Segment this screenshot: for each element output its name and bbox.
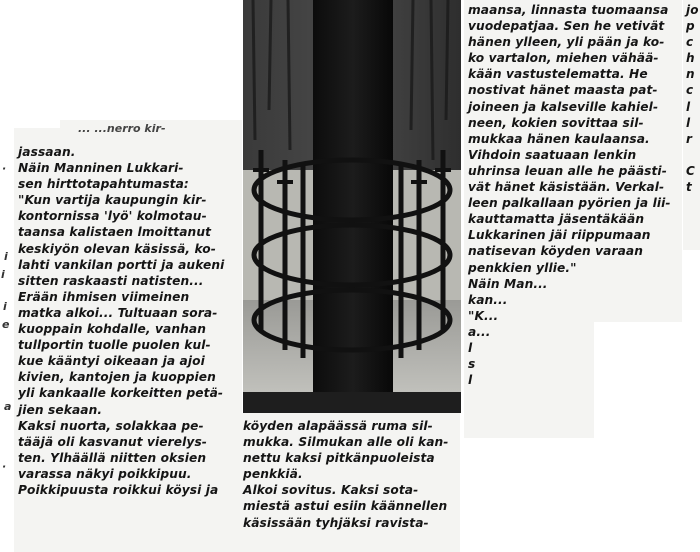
text-line: yli kankaalle korkeitten petä- [18,386,224,401]
text-line: a... [468,324,491,339]
text-line: kontornissa 'lyö' kolmotau- [18,209,207,224]
text-line: jassaan. [18,145,76,159]
text-line: r [686,131,693,146]
text-line: tullportin tuolle puolen kul- [18,338,211,353]
text-line: ten. Ylhäällä niitten oksien [18,450,207,465]
text-line: kue kääntyi oikeaan ja ajoi [18,354,205,369]
text-line: mukka. Silmukan alle oli kan- [243,435,449,450]
text-line: keskiyön olevan käsissä, ko- [18,241,216,256]
text-line: h [686,51,695,66]
text-line: l [686,115,691,130]
text-line: maansa, linnasta tuomaansa [468,3,669,17]
text-line: vuodepatjaa. Sen he vetivät [468,19,665,34]
left-article-column [18,144,224,498]
text-line: kään vastustelematta. He [468,67,648,82]
text-line: l [468,373,473,388]
text-line: lahti vankilan portti ja aukeni [18,257,225,272]
text-line: Kaksi nuorta, solakkaa pe- [18,418,204,433]
text-line: Poikkipuusta roikkui köysi ja [18,482,219,497]
text-line: kan... [468,292,508,307]
text-line: kauttamatta jäsentäkään [468,212,645,227]
scan-noise-left: · i i i e a · [1,162,12,473]
text-line: t [686,180,692,195]
text-line: kuoppain kohdalle, vanhan [18,322,207,337]
text-line: Vihdoin saatuaan lenkin [468,147,637,162]
text-line: jien sekaan. [18,402,103,417]
text-line: Erään ihmisen viimeinen [18,289,190,304]
text-line: taansa kalistaen lmoittanut [18,225,212,240]
gallows-photo [243,0,461,413]
text-line: Näin Man... [468,276,548,291]
text-line: sitten raskaasti natisten... [18,273,204,288]
text-line: neen, kokien sovittaa sil- [468,115,644,130]
text-line: kivien, kantojen ja kuoppien [18,370,216,385]
text-line: tääjä oli kasvanut vierelys- [18,434,207,449]
text-line: varassa näkyi poikkipuu. [18,466,192,481]
text-line: c [686,35,694,50]
text-line: mukkaa hänen kaulaansa. [468,131,650,146]
text-line: matka alkoi... Tultuaan sora- [18,305,218,320]
text-line: köyden alapäässä ruma sil- [243,419,433,433]
text-line: nostivat hänet maasta pat- [468,83,658,98]
text-line: Alkoi sovitus. Kaksi sota- [243,483,419,498]
text-line: C [686,163,695,178]
text-line: sen hirttotapahtumasta: [18,177,189,192]
text-line: s [468,357,476,372]
text-line: jo [686,3,699,17]
text-line: natisevan köyden varaan [468,244,644,259]
text-line: c [686,83,694,98]
text-line: leen palkallaan pyörien ja lii- [468,196,671,211]
text-line: ko vartalon, miehen vähää- [468,51,659,66]
middle-article-column [243,418,448,531]
text-line: l [468,340,473,355]
text-line: "Kun vartija kaupungin kir- [18,193,207,208]
text-line: penkkien yllie." [468,260,577,275]
text-line: miestä astui esiin käännellen [243,499,448,514]
text-line: käsissään tyhjäksi ravista- [243,515,429,530]
text-line: Näin Manninen Lukkari- [18,161,184,176]
text-line: nettu kaksi pitkänpuoleista [243,451,435,466]
text-line: joineen ja kalseville kahiel- [468,99,659,114]
text-line: uhrinsa leuan alle he päästi- [468,163,667,178]
photo-image [243,0,461,413]
far-right-column [686,2,699,195]
text-line: n [686,67,695,82]
text-line: vät hänet käsistään. Verkal- [468,180,665,195]
text-line: hänen ylleen, yli pään ja ko- [468,35,665,50]
text-line: Lukkarinen jäi riippumaan [468,228,651,243]
text-line: "K... [468,308,499,323]
right-article-column [468,2,671,388]
left-fragment-top: ... ...nerro kir- [78,122,166,135]
text-line: p [686,19,695,34]
text-line [686,147,699,163]
text-line: penkkiä. [243,467,303,482]
text-line: l [686,99,691,114]
